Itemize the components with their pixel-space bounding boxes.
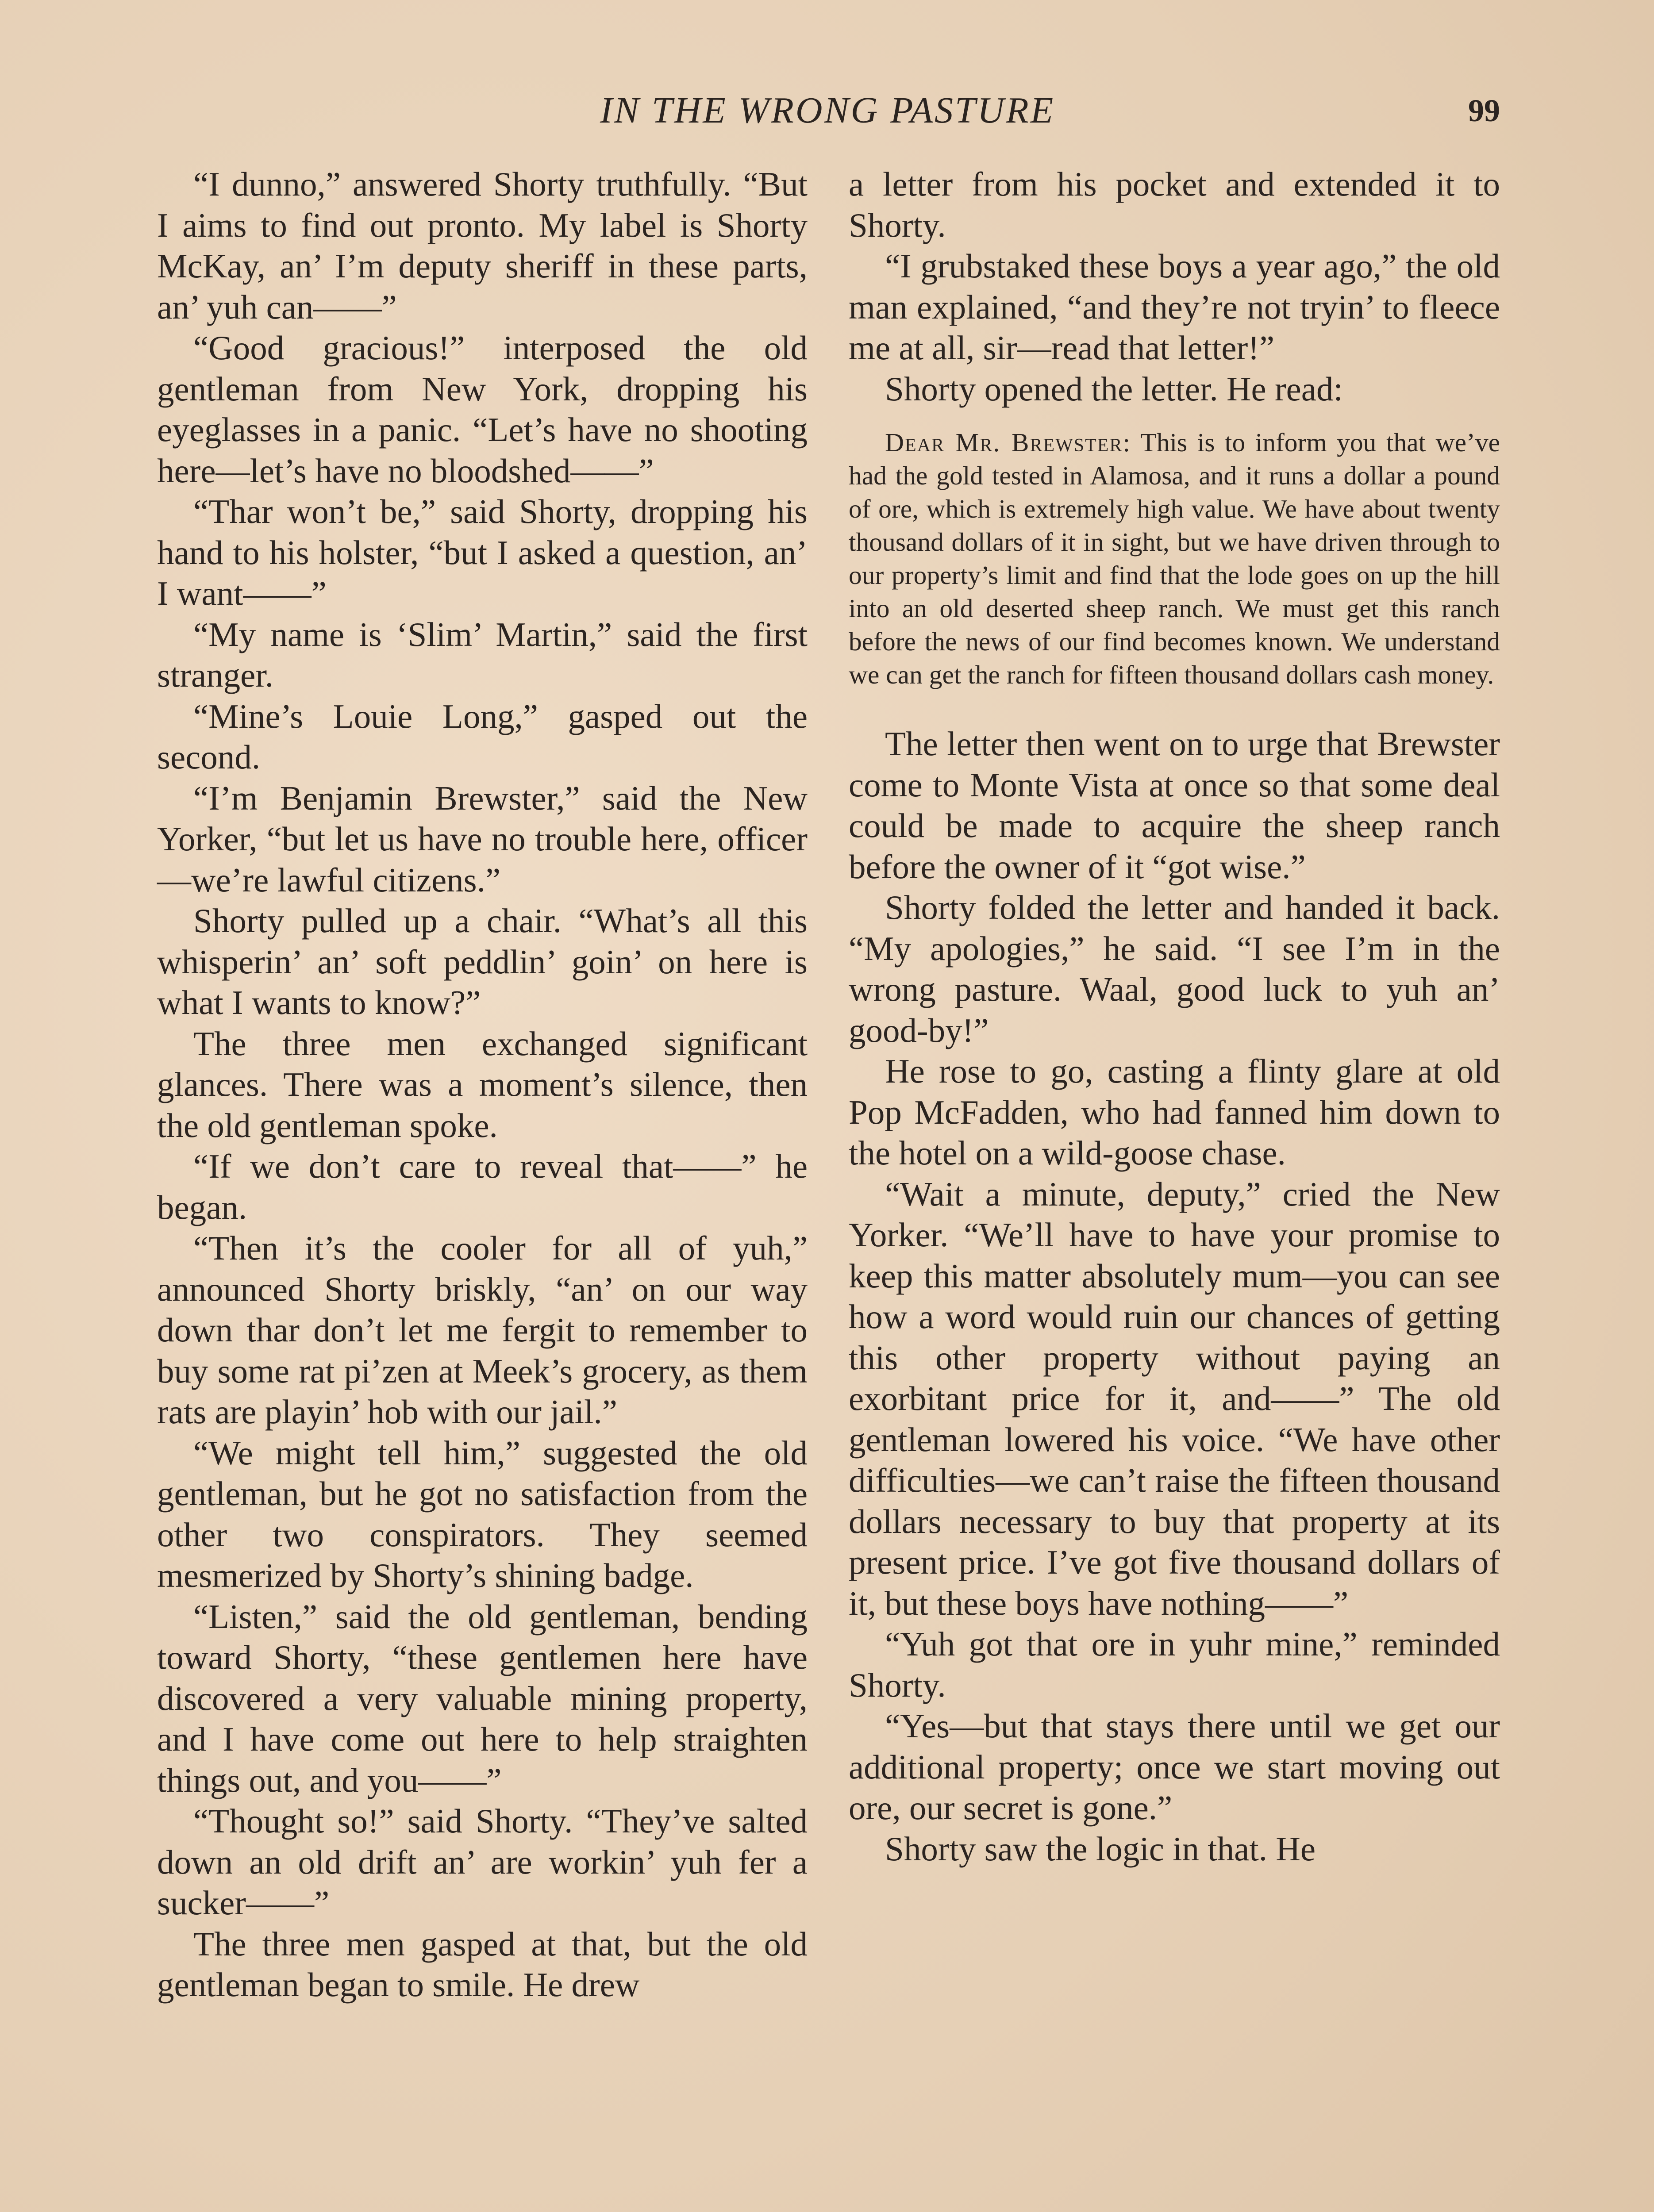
page-header — [155, 84, 1500, 137]
paragraph: The three men exchanged significant glances. There was a moment’s silence, then the old gentleman spoke. — [157, 1024, 808, 1144]
paragraph: Shorty folded the letter and handed it back. “My apologies,” he said. “I see I’m in the wrong pasture. Waal, good luck to yuh an’ good-by!” — [849, 888, 1500, 1049]
paragraph-continuation: a letter from his pocket and extended it to Shorty. — [849, 165, 1500, 244]
letter-body: This is to inform you that we’ve had the gold tested in Alamosa, and it runs a dollar a pound of ore, which is extremely high value. We have about twenty thousand dollars of it in sight, but we have driven through to our property’s limit and find that the lode goes on up the hill into an old deserted sheep ranch. We must get this ranch before the news of our find becomes known. We understand we can get the ranch for fifteen thousand dollars cash money. — [849, 428, 1500, 689]
paragraph: “Wait a minute, deputy,” cried the New Yorker. “We’ll have to have your promise to keep this matter absolutely mum—you can see how a word would ruin our chances of getting this other property without paying an exorbitant price for it, and——” The old gentleman lowered his voice. “We have other difficulties—we can’t raise the fifteen thousand dollars necessary to buy that property at its present price. I’ve got five thousand dollars of it, but these boys have nothing——” — [849, 1175, 1500, 1622]
paragraph: Shorty pulled up a chair. “What’s all this whisperin’ an’ soft peddlin’ goin’ on here is what I wants to know?” — [157, 902, 808, 1022]
paragraph: “Listen,” said the old gentleman, bending toward Shorty, “these gentlemen here have discovered a very valuable mining property, and I have come out here to help straighten things out, and you——” — [157, 1597, 808, 1799]
paragraph: “I dunno,” answered Shorty truthfully. “But I aims to find out pronto. My label is Shorty McKay, an’ I’m deputy sheriff in these parts, an’ yuh can——” — [157, 165, 808, 326]
page-number: 99 — [1468, 93, 1500, 128]
paragraph: He rose to go, casting a flinty glare at old Pop McFadden, who had fanned him down to the hotel on a wild-goose chase. — [849, 1052, 1500, 1172]
paragraph: “I’m Benjamin Brewster,” said the New Yorker, “but let us have no trouble here, officer—we’re lawful citizens.” — [157, 779, 808, 899]
letter-salutation: Dear Mr. Brewster: — [885, 428, 1131, 457]
right-column — [849, 164, 1500, 1869]
paragraph: “Yes—but that stays there until we get our additional property; once we start moving out ore, our secret is gone.” — [849, 1707, 1500, 1827]
paragraph: Shorty saw the logic in that. He — [885, 1829, 1316, 1868]
paragraph: The three men gasped at that, but the old gentleman began to smile. He drew — [157, 1924, 808, 2004]
quoted-letter — [849, 426, 1500, 691]
paragraph: “Thar won’t be,” said Shorty, dropping his hand to his holster, “but I asked a question, an’ I want——” — [157, 492, 808, 612]
paragraph: “Then it’s the cooler for all of yuh,” announced Shorty briskly, “an’ on our way down thar don’t let me fergit to remember to buy some rat pi’zen at Meek’s grocery, as them rats are playin’ hob with our jail.” — [157, 1229, 808, 1431]
paragraph: Shorty opened the letter. He read: — [885, 369, 1343, 408]
paragraph: “If we don’t care to reveal that——” he began. — [157, 1147, 808, 1226]
paragraph: “I grubstaked these boys a year ago,” the old man explained, “and they’re not tryin’ to fleece me at all, sir—read that letter!” — [849, 247, 1500, 367]
paragraph: The letter then went on to urge that Brewster come to Monte Vista at once so that some deal could be made to acquire the sheep ranch before the owner of it “got wise.” — [849, 725, 1500, 886]
paragraph: “Yuh got that ore in yuhr mine,” reminded Shorty. — [849, 1625, 1500, 1704]
paragraph: “Good gracious!” interposed the old gentleman from New York, dropping his eyeglasses in a panic. “Let’s have no shooting here—let’s have no bloodshed——” — [157, 329, 808, 490]
paragraph: “Thought so!” said Shorty. “They’ve salted down an old drift an’ are workin’ yuh fer a sucker——” — [157, 1802, 808, 1922]
left-column — [157, 164, 808, 2005]
paragraph: “We might tell him,” suggested the old gentleman, but he got no satisfaction from the other two conspirators. They seemed mesmerized by Shorty’s shining badge. — [157, 1433, 808, 1594]
paragraph: “Mine’s Louie Long,” gasped out the second. — [157, 697, 808, 776]
paragraph: “My name is ‘Slim’ Martin,” said the first stranger. — [157, 615, 808, 694]
running-title: IN THE WRONG PASTURE — [600, 90, 1055, 131]
